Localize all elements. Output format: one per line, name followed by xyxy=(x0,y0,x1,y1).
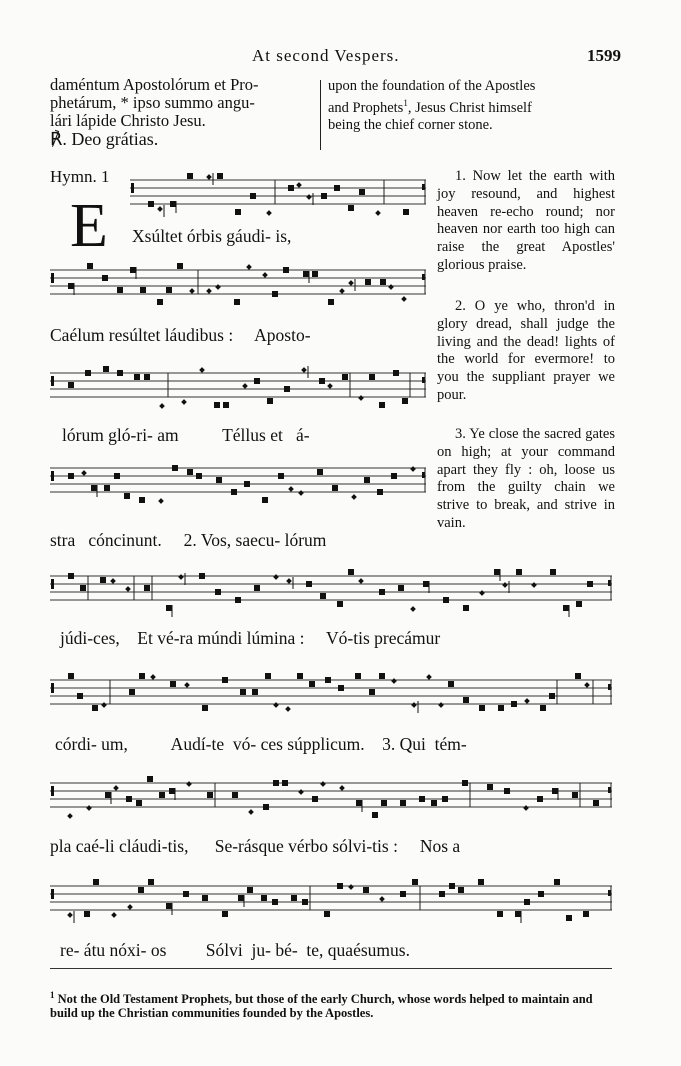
neume xyxy=(442,796,448,802)
neume-rhombus xyxy=(531,582,537,588)
neume xyxy=(324,911,330,917)
neume xyxy=(302,899,308,905)
neume xyxy=(282,780,288,786)
lyric-line: lórum gló-ri- am Téllus et á- xyxy=(62,425,310,445)
neume xyxy=(166,287,172,293)
neume xyxy=(138,887,144,893)
neume xyxy=(232,792,238,798)
neume xyxy=(215,589,221,595)
neume xyxy=(303,271,309,277)
neume xyxy=(342,374,348,380)
neume-rhombus xyxy=(184,682,190,688)
neume xyxy=(147,776,153,782)
neume xyxy=(291,895,297,901)
neume xyxy=(317,469,323,475)
neume xyxy=(172,465,178,471)
neume xyxy=(84,911,90,917)
neume-rhombus xyxy=(523,805,529,811)
neume xyxy=(334,185,340,191)
lyric-line: Caélum resúltet láudibus : Aposto- xyxy=(50,325,311,345)
neume xyxy=(563,605,569,611)
neume xyxy=(139,673,145,679)
neume xyxy=(431,800,437,806)
neume-rhombus xyxy=(111,912,117,918)
lyric-line: stra cóncinunt. 2. Vos, saecu- lórum xyxy=(50,530,327,550)
neume xyxy=(423,581,429,587)
neume xyxy=(487,784,493,790)
neume xyxy=(117,370,123,376)
neume-rhombus xyxy=(358,395,364,401)
translation-stanza-2: 2. O ye who, thron'd in glory dread, shall judge the living and the dead! lights of the world for evermore! to you the suppliant prayer we pour. xyxy=(437,298,615,403)
neume xyxy=(369,374,375,380)
clef xyxy=(51,889,54,899)
neume xyxy=(68,573,74,579)
neume xyxy=(244,481,250,487)
translation-stanza-1: 1. Now let the earth with joy resound, and highest heaven re-echo round; nor heaven nor earth too high can raise the great Apostles' glorious praise. xyxy=(437,168,615,273)
clef xyxy=(51,579,54,589)
neume xyxy=(549,693,555,699)
neume xyxy=(348,205,354,211)
neume xyxy=(169,788,175,794)
neume xyxy=(593,800,599,806)
neume xyxy=(312,271,318,277)
neume xyxy=(140,287,146,293)
neume-rhombus xyxy=(206,288,212,294)
neume xyxy=(207,792,213,798)
neume-rhombus xyxy=(410,606,416,612)
clef xyxy=(131,183,134,193)
neume xyxy=(134,374,140,380)
neume xyxy=(129,689,135,695)
neume xyxy=(309,681,315,687)
neume-rhombus xyxy=(199,367,205,373)
neume-rhombus xyxy=(375,210,381,216)
neume-rhombus xyxy=(178,574,184,580)
neume-rhombus xyxy=(159,403,165,409)
neume xyxy=(337,883,343,889)
neume xyxy=(262,497,268,503)
neume xyxy=(458,887,464,893)
neume xyxy=(398,585,404,591)
neume xyxy=(364,477,370,483)
neume-rhombus xyxy=(206,174,212,180)
neume-rhombus xyxy=(351,494,357,500)
neume xyxy=(240,689,246,695)
neume xyxy=(170,201,176,207)
footnote-rule xyxy=(50,968,612,969)
neume xyxy=(379,589,385,595)
neume xyxy=(144,585,150,591)
neume xyxy=(348,569,354,575)
neume xyxy=(400,800,406,806)
lyric-line: re- átu nóxi- os Sólvi ju- bé- te, quaésumus. xyxy=(60,940,410,960)
neume-rhombus xyxy=(379,896,385,902)
neume xyxy=(524,899,530,905)
neume xyxy=(306,581,312,587)
neume-rhombus xyxy=(388,284,394,290)
neume-rhombus xyxy=(266,210,272,216)
neume xyxy=(139,497,145,503)
neume-rhombus xyxy=(215,284,221,290)
neume xyxy=(148,879,154,885)
footnote xyxy=(50,988,615,1020)
neume xyxy=(130,267,136,273)
neume-rhombus xyxy=(426,674,432,680)
neume xyxy=(252,689,258,695)
neume xyxy=(576,601,582,607)
chant-staff-6 xyxy=(50,672,612,722)
neume-rhombus xyxy=(502,582,508,588)
neume xyxy=(448,681,454,687)
neume-rhombus xyxy=(81,470,87,476)
neume xyxy=(263,804,269,810)
neume xyxy=(235,597,241,603)
hymn-label: Hymn. 1 xyxy=(50,167,110,186)
neume xyxy=(552,788,558,794)
neume xyxy=(379,673,385,679)
neume-rhombus xyxy=(157,206,163,212)
neume-rhombus xyxy=(248,809,254,815)
neume xyxy=(93,879,99,885)
neume xyxy=(170,681,176,687)
english-line: being the chief corner stone. xyxy=(328,116,493,133)
neume xyxy=(332,485,338,491)
footnote-marker: 1 xyxy=(50,990,55,1000)
running-title: At second Vespers. xyxy=(252,46,400,65)
neume xyxy=(77,693,83,699)
neume xyxy=(587,581,593,587)
neume xyxy=(575,673,581,679)
neume xyxy=(136,800,142,806)
neume xyxy=(68,673,74,679)
neume xyxy=(479,705,485,711)
neume-rhombus xyxy=(320,781,326,787)
neume xyxy=(202,705,208,711)
neume xyxy=(214,402,220,408)
neume xyxy=(124,493,130,499)
neume xyxy=(498,705,504,711)
neume xyxy=(540,705,546,711)
neume xyxy=(439,891,445,897)
neume-rhombus xyxy=(411,702,417,708)
neume xyxy=(363,887,369,893)
neume xyxy=(272,899,278,905)
english-line: upon the foundation of the Apostles xyxy=(328,78,536,94)
chant-staff-5 xyxy=(50,568,612,618)
neume-rhombus xyxy=(285,706,291,712)
neume xyxy=(284,386,290,392)
neume xyxy=(159,792,165,798)
neume xyxy=(103,366,109,372)
neume xyxy=(511,701,517,707)
neume-rhombus xyxy=(410,466,416,472)
neume xyxy=(177,263,183,269)
neume xyxy=(554,879,560,885)
neume xyxy=(187,173,193,179)
neume xyxy=(222,677,228,683)
neume xyxy=(320,593,326,599)
translation-stanza-3: 3. Ye close the sacred gates on high; at your command apart they fly : oh, loose us from the guilty chain we strive to break, and strive in vain. xyxy=(437,426,615,531)
clef xyxy=(51,273,54,283)
neume xyxy=(278,473,284,479)
neume xyxy=(325,677,331,683)
clef xyxy=(51,471,54,481)
neume-rhombus xyxy=(101,702,107,708)
neume-rhombus xyxy=(298,789,304,795)
neume-rhombus xyxy=(110,578,116,584)
neume-rhombus xyxy=(125,586,131,592)
neume-rhombus xyxy=(306,194,312,200)
neume xyxy=(117,287,123,293)
neume xyxy=(400,891,406,897)
neume-rhombus xyxy=(584,682,590,688)
neume xyxy=(515,911,521,917)
neume xyxy=(297,673,303,679)
neume xyxy=(379,402,385,408)
neume xyxy=(223,402,229,408)
neume xyxy=(261,895,267,901)
neume xyxy=(92,705,98,711)
neume xyxy=(449,883,455,889)
neume xyxy=(321,193,327,199)
neume xyxy=(254,378,260,384)
neume xyxy=(377,489,383,495)
neume-rhombus xyxy=(348,884,354,890)
neume xyxy=(102,275,108,281)
chant-staff-3 xyxy=(50,365,426,415)
neume xyxy=(393,370,399,376)
neume xyxy=(199,573,205,579)
neume xyxy=(265,673,271,679)
neume xyxy=(235,209,241,215)
neume-rhombus xyxy=(67,813,73,819)
neume xyxy=(217,173,223,179)
neume xyxy=(166,605,172,611)
neume xyxy=(478,879,484,885)
neume xyxy=(187,469,193,475)
latin-line: lári lápide Christo Jesu. xyxy=(50,111,206,130)
neume-rhombus xyxy=(273,574,279,580)
page-number: 1599 xyxy=(587,46,621,65)
neume-rhombus xyxy=(339,288,345,294)
neume xyxy=(216,477,222,483)
neume-rhombus xyxy=(438,702,444,708)
neume-rhombus xyxy=(286,578,292,584)
neume xyxy=(566,915,572,921)
column-divider xyxy=(320,80,321,150)
chant-staff-1 xyxy=(130,172,426,222)
neume xyxy=(494,569,500,575)
footnote-text: Not the Old Testament Prophets, but those of the early Church, whose words helped to maintain and build up the Christian communities founded by the Apostles. xyxy=(50,992,593,1021)
neume-rhombus xyxy=(273,702,279,708)
clef xyxy=(51,786,54,796)
neume xyxy=(267,398,273,404)
neume xyxy=(105,792,111,798)
chant-staff-2 xyxy=(50,262,426,312)
neume-rhombus xyxy=(262,272,268,278)
neume xyxy=(402,398,408,404)
neume xyxy=(87,263,93,269)
neume xyxy=(403,209,409,215)
neume xyxy=(196,473,202,479)
neume xyxy=(419,796,425,802)
neume xyxy=(381,800,387,806)
neume xyxy=(391,473,397,479)
neume xyxy=(328,299,334,305)
neume xyxy=(365,279,371,285)
chant-staff-4 xyxy=(50,460,426,510)
neume xyxy=(247,887,253,893)
neume-rhombus xyxy=(358,578,364,584)
neume xyxy=(80,585,86,591)
neume xyxy=(157,299,163,305)
neume-rhombus xyxy=(67,912,73,918)
neume xyxy=(312,796,318,802)
neume xyxy=(369,689,375,695)
neume xyxy=(68,283,74,289)
neume-rhombus xyxy=(113,785,119,791)
latin-line: phetárum, * ipso summo angu- xyxy=(50,93,255,112)
neume xyxy=(516,569,522,575)
neume xyxy=(359,189,365,195)
neume xyxy=(273,780,279,786)
neume-rhombus xyxy=(401,296,407,302)
neume-rhombus xyxy=(348,280,354,286)
neume xyxy=(572,792,578,798)
neume-rhombus xyxy=(186,781,192,787)
neume xyxy=(91,485,97,491)
lyric-line: Xsúltet órbis gáudi- is, xyxy=(132,226,292,246)
neume-rhombus xyxy=(298,490,304,496)
neume xyxy=(126,796,132,802)
neume xyxy=(234,299,240,305)
neume xyxy=(355,673,361,679)
neume xyxy=(504,788,510,794)
chant-staff-7 xyxy=(50,775,612,825)
neume xyxy=(338,685,344,691)
neume xyxy=(583,911,589,917)
neume-rhombus xyxy=(296,182,302,188)
neume xyxy=(380,279,386,285)
neume-rhombus xyxy=(479,590,485,596)
neume xyxy=(100,577,106,583)
neume xyxy=(462,780,468,786)
neume-rhombus xyxy=(524,698,530,704)
neume-rhombus xyxy=(301,367,307,373)
neume xyxy=(443,597,449,603)
neume-rhombus xyxy=(339,785,345,791)
neume xyxy=(550,569,556,575)
neume xyxy=(283,267,289,273)
footnote-marker: 1 xyxy=(403,98,408,108)
neume-rhombus xyxy=(189,288,195,294)
neume xyxy=(463,605,469,611)
lyric-line: júdi-ces, Et vé-ra múndi lúmina : Vó-tis precámur xyxy=(60,628,441,648)
neume-rhombus xyxy=(391,678,397,684)
neume xyxy=(85,370,91,376)
neume xyxy=(254,585,260,591)
neume xyxy=(114,473,120,479)
neume-rhombus xyxy=(242,383,248,389)
neume xyxy=(250,193,256,199)
neume-rhombus xyxy=(246,264,252,270)
neume xyxy=(537,796,543,802)
latin-intro xyxy=(50,76,318,148)
neume xyxy=(497,911,503,917)
neume xyxy=(337,601,343,607)
response-line: ℟. Deo grátias. xyxy=(50,129,159,149)
neume xyxy=(166,903,172,909)
neume-rhombus xyxy=(150,674,156,680)
neume-rhombus xyxy=(127,904,133,910)
neume-rhombus xyxy=(158,498,164,504)
neume xyxy=(272,291,278,297)
neume xyxy=(538,891,544,897)
neume-rhombus xyxy=(86,805,92,811)
lyric-line: córdi- um, Audí-te vó- ces súpplicum. 3. Qui tém- xyxy=(55,734,467,754)
neume-rhombus xyxy=(327,383,333,389)
english-intro xyxy=(328,78,618,134)
neume xyxy=(202,895,208,901)
neume xyxy=(144,374,150,380)
english-line: and Prophets$^1$, Jesus Christ himself xyxy=(328,98,532,116)
lyric-line: pla caé-li cláudi-tis, Se-rásque vérbo sólvi-tis : Nos a xyxy=(50,836,461,856)
neume xyxy=(319,378,325,384)
neume xyxy=(68,382,74,388)
latin-line: daméntum Apostolórum et Pro- xyxy=(50,75,259,94)
neume xyxy=(231,489,237,495)
neume xyxy=(372,812,378,818)
neume xyxy=(356,800,362,806)
neume-rhombus xyxy=(181,399,187,405)
clef xyxy=(51,683,54,693)
neume xyxy=(288,185,294,191)
neume-rhombus xyxy=(288,486,294,492)
drop-capital: E xyxy=(70,192,108,260)
neume xyxy=(222,911,228,917)
neume xyxy=(183,891,189,897)
page-header xyxy=(0,46,681,66)
neume xyxy=(238,895,244,901)
neume xyxy=(148,201,154,207)
neume xyxy=(463,697,469,703)
clef xyxy=(51,376,54,386)
chant-staff-8 xyxy=(50,878,612,928)
neume xyxy=(104,485,110,491)
neume xyxy=(68,473,74,479)
neume xyxy=(412,879,418,885)
